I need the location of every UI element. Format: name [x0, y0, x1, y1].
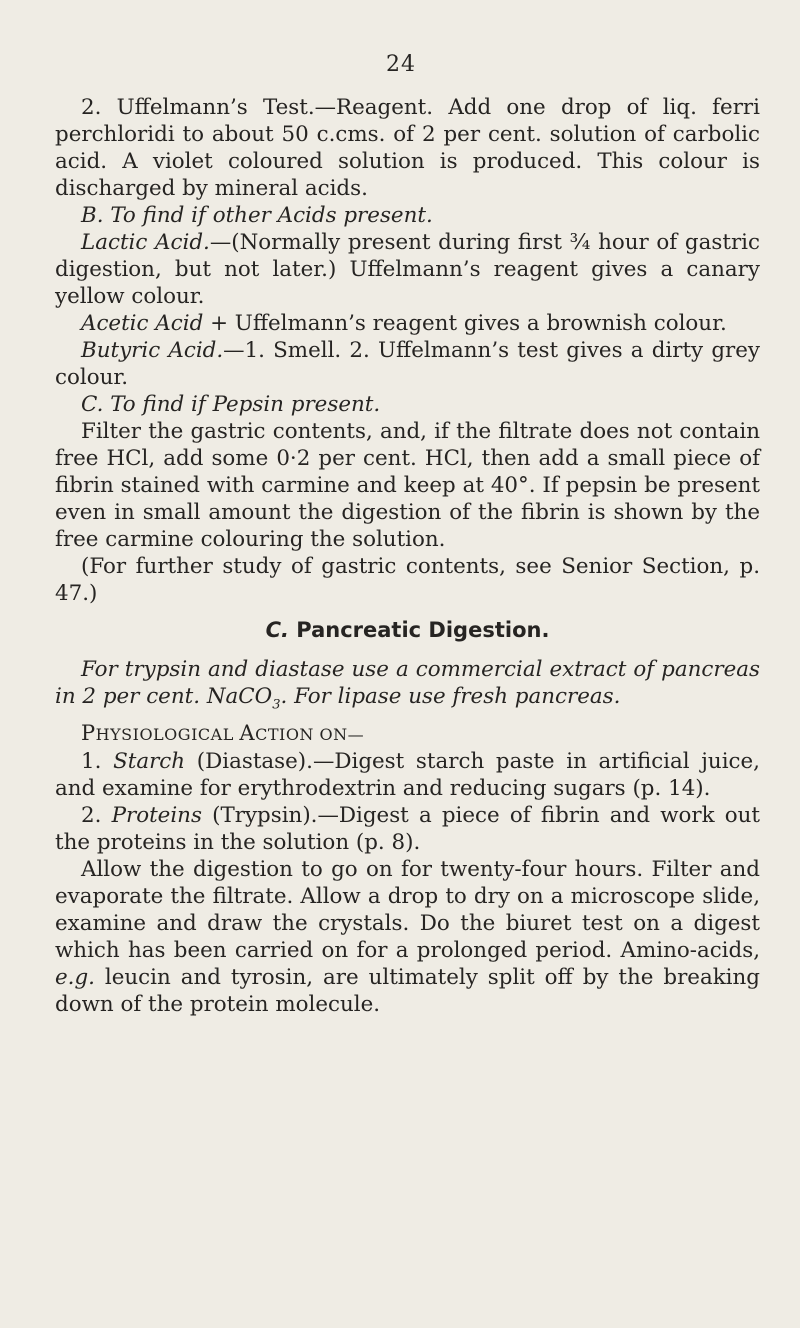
- physiological-action-heading: [55, 720, 760, 748]
- sc-ction: CTION: [255, 725, 320, 744]
- proteins-paragraph: [55, 802, 760, 856]
- pancreatic-intro-subscript: 3: [272, 697, 281, 713]
- starch-body: (Diastase).—Digest starch paste in artificial juice, and examine for erythrodextrin and reducing sugars (p. 14).: [55, 749, 760, 801]
- pepsin-heading: C. To find if Pepsin present.: [81, 392, 381, 417]
- sc-on: ON—: [319, 725, 365, 744]
- sc-a: A: [239, 721, 256, 745]
- procedure-text-a: Allow the digestion to go on for twenty-four hours. Filter and evaporate the filtrate. Allow a drop to dry on a microscope slide, examine and draw the crystals. Do the biuret test on a digest which has been carried on for a prolonged period. Amino-acids,: [55, 857, 760, 963]
- starch-name: Starch: [113, 749, 186, 774]
- lactic-acid-paragraph: [55, 229, 760, 310]
- digestion-procedure-paragraph: [55, 856, 760, 1018]
- pancreatic-heading-title: Pancreatic Digestion.: [288, 618, 550, 642]
- sc-hysiological: HYSIOLOGICAL: [95, 725, 240, 744]
- page-text: [55, 94, 760, 1018]
- proteins-number: 2.: [81, 803, 112, 828]
- uffelmann-number: 2.: [81, 95, 117, 120]
- starch-paragraph: [55, 748, 760, 802]
- page-number: 24: [386, 52, 416, 77]
- pancreatic-intro-a: For trypsin and diastase use a commercial extract of pancreas in 2 per cent. NaCO: [55, 657, 760, 709]
- acetic-acid-body: + Uffelmann’s reagent gives a brownish colour.: [203, 311, 727, 336]
- pepsin-paragraph: Filter the gastric contents, and, if the filtrate does not contain free HCl, add some 0·2 per cent. HCl, then add a small piece of fibrin stained with carmine and keep at 40°. If pepsin be present even in small amount the digestion of the fibrin is shown by the free carmine colouring the solution.: [55, 419, 760, 552]
- lactic-acid-body: —(Normally present during first ¾ hour of gastric digestion, but not later.) Uffelmann’s reagent gives a canary yellow colour.: [55, 230, 760, 309]
- butyric-acid-body: —1. Smell. 2. Uffelmann’s test gives a dirty grey colour.: [55, 338, 760, 390]
- uffelmann-body: —Reagent. Add one drop of liq. ferri perchloridi to about 50 c.cms. of 2 per cent. solution of carbolic acid. A violet coloured solution is produced. This colour is discharged by mineral acids.: [55, 95, 760, 201]
- pancreatic-intro: [55, 656, 760, 713]
- acetic-acid-paragraph: [55, 310, 760, 337]
- further-study-note: (For further study of gastric contents, see Senior Section, p. 47.): [55, 554, 760, 606]
- procedure-eg: e.g.: [55, 965, 95, 990]
- pancreatic-digestion-heading: [55, 617, 760, 644]
- starch-number: 1.: [81, 749, 114, 774]
- lactic-acid-name: Lactic Acid.: [81, 230, 210, 255]
- acetic-acid-name: Acetic Acid: [81, 311, 204, 336]
- procedure-text-b: leucin and tyrosin, are ultimately split off by the breaking down of the protein molecule.: [55, 965, 760, 1017]
- proteins-body: (Trypsin).—Digest a piece of fibrin and work out the proteins in the solution (p. 8).: [55, 803, 760, 855]
- sc-p: P: [81, 721, 96, 745]
- uffelmann-test-paragraph: [55, 94, 760, 202]
- pancreatic-intro-b: . For lipase use fresh pancreas.: [280, 684, 621, 709]
- pancreatic-heading-letter: C.: [265, 618, 289, 642]
- uffelmann-title: Uffelmann’s Test.: [116, 95, 315, 120]
- butyric-acid-paragraph: [55, 337, 760, 391]
- proteins-name: Proteins: [111, 803, 202, 828]
- butyric-acid-name: Butyric Acid.: [81, 338, 224, 363]
- other-acids-heading: B. To find if other Acids present.: [81, 203, 433, 228]
